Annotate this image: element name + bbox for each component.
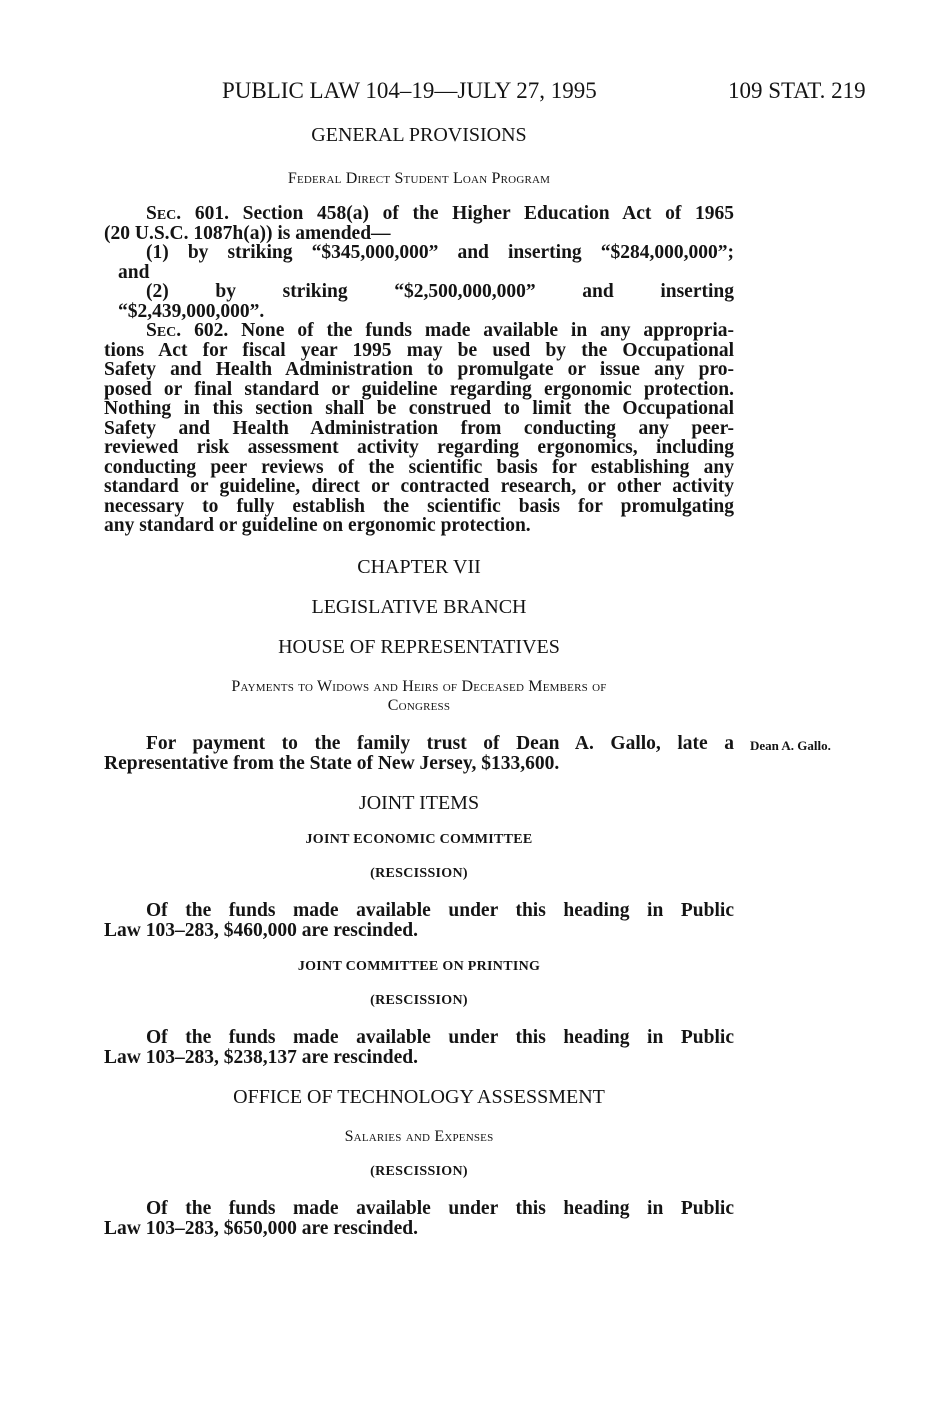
rescission-line: Of the funds made available under this heading in Public: [146, 1027, 734, 1048]
ota-paragraph: [104, 1199, 734, 1238]
margin-note: Dean A. Gallo.: [750, 738, 831, 753]
house-heading: HOUSE OF REPRESENTATIVES: [278, 636, 560, 658]
student-loan-subheading: Federal Direct Student Loan Program: [287, 170, 551, 187]
payments-heading-line-2: Congress: [387, 697, 451, 714]
sec602-line: conducting peer reviews of the scientific basis for establishing any: [104, 456, 734, 478]
joint-economic-committee-heading: JOINT ECONOMIC COMMITTEE: [305, 832, 533, 847]
rescission-line: Of the funds made available under this heading in Public: [146, 1198, 734, 1219]
sec602-line: Safety and Health Administration to promulgate or issue any pro-: [104, 359, 734, 380]
rescission-label: (RESCISSION): [370, 866, 468, 881]
sec602-line: standard or guideline, direct or contracted research, or other activity: [104, 476, 734, 497]
sec602-line: posed or final standard or guideline regarding ergonomic protection.: [104, 378, 734, 400]
rescission-label: (RESCISSION): [370, 993, 468, 1008]
sec602-line: tions Act for fiscal year 1995 may be used by the Occupational: [104, 339, 734, 361]
sec601-line: (20 U.S.C. 1087h(a)) is amended—: [104, 222, 391, 244]
section-602: [104, 321, 734, 536]
running-header-title: PUBLIC LAW 104–19—JULY 27, 1995: [222, 78, 597, 103]
payments-heading-line-1: Payments to Widows and Heirs of Deceased Members of: [231, 678, 607, 695]
sec601-line: Sec. 601. Section 458(a) of the Higher Education Act of 1965: [146, 203, 734, 224]
sec602-line: Nothing in this section shall be construed to limit the Occupational: [104, 398, 734, 419]
sec602-line: Sec. 602. None of the funds made available in any appropria-: [146, 320, 734, 341]
sec601-line: “$2,439,000,000”.: [118, 300, 265, 322]
general-provisions-heading: GENERAL PROVISIONS: [311, 124, 527, 146]
salaries-expenses-heading: Salaries and Expenses: [344, 1128, 494, 1145]
economic-committee-paragraph: [104, 901, 734, 940]
sec602-line: reviewed risk assessment activity regarding ergonomics, including: [104, 437, 734, 458]
ota-heading: OFFICE OF TECHNOLOGY ASSESSMENT: [233, 1086, 605, 1108]
page-stat-number: 109 STAT. 219: [728, 78, 866, 103]
sec601-line: and: [118, 261, 150, 283]
joint-printing-committee-heading: JOINT COMMITTEE ON PRINTING: [297, 959, 541, 974]
rescission-line: Law 103–283, $460,000 are rescinded.: [104, 919, 418, 941]
joint-items-heading: JOINT ITEMS: [358, 792, 480, 814]
legislative-branch-heading: LEGISLATIVE BRANCH: [311, 596, 527, 618]
printing-committee-paragraph: [104, 1028, 734, 1067]
rescission-line: Law 103–283, $650,000 are rescinded.: [104, 1217, 418, 1239]
section-601: [104, 204, 734, 321]
sec602-line: any standard or guideline on ergonomic protection.: [104, 515, 531, 536]
rescission-line: Of the funds made available under this heading in Public: [146, 900, 734, 921]
rescission-line: Law 103–283, $238,137 are rescinded.: [104, 1046, 418, 1068]
payment-line: For payment to the family trust of Dean A. Gallo, late a: [146, 733, 734, 754]
sec602-line: necessary to fully establish the scientific basis for promulgating: [104, 495, 734, 517]
payment-line: Representative from the State of New Jersey, $133,600.: [104, 752, 560, 774]
sec601-line: (2) by striking “$2,500,000,000” and inserting: [146, 281, 734, 302]
sec602-line: Safety and Health Administration from conducting any peer-: [104, 417, 734, 439]
rescission-label: (RESCISSION): [370, 1164, 468, 1179]
chapter-heading: CHAPTER VII: [357, 556, 481, 578]
sec601-line: (1) by striking “$345,000,000” and inserting “$284,000,000”;: [146, 242, 734, 263]
gallo-payment-paragraph: [104, 734, 734, 773]
